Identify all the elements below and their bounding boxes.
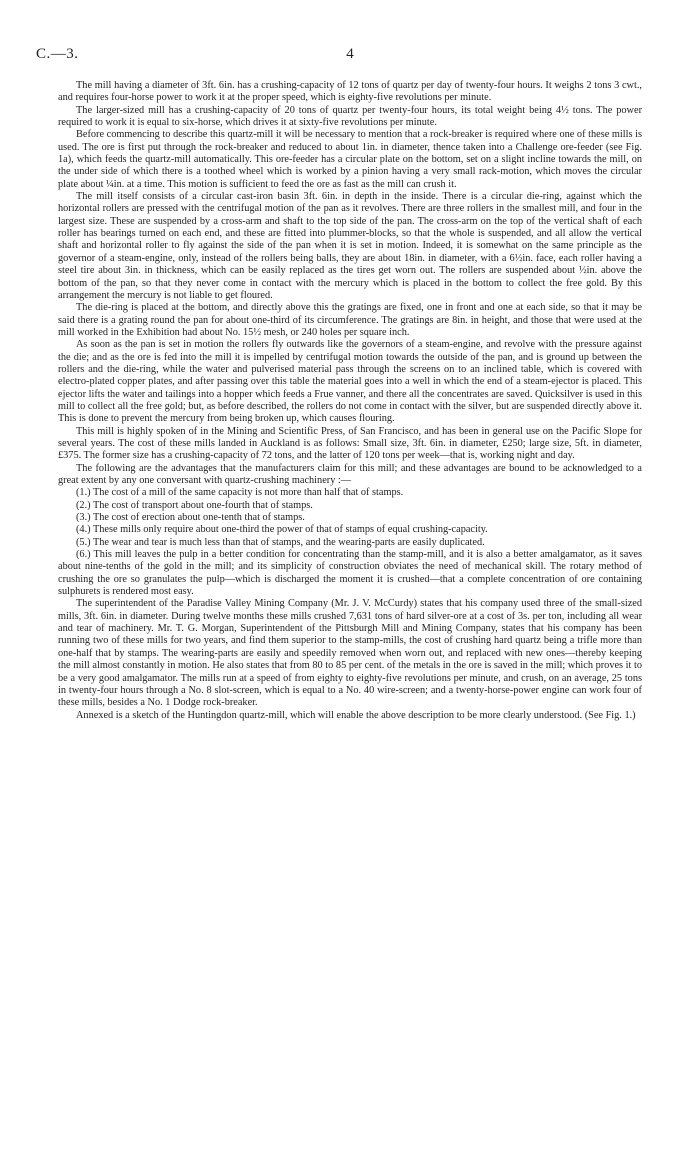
page-header xyxy=(36,46,642,80)
paragraph: The mill itself consists of a circular cast-iron basin 3ft. 6in. in depth in the inside. There is a circular die-ring, against which the horizontal rollers are pressed with the centrifugal motion of the pan as it revolves. There are three rollers in the smallest mill, and four in the largest size. These are suspended by a cross-arm and shaft to the top side of the pan. The cross-arm on the top of the vertical shaft of each roller has bearings turned on each end, and these are fitted into plummer-blocks, so that the whole is suspended, and all allow the vertical shaft and horizontal roller to fly against the side of the pan when it is set in motion. Indeed, it is somewhat on the same principle as the governor of a steam-engine, only, instead of the rollers being balls, they are about 18in. in diameter, with a 6½in. face, each roller having a steel tire about 3in. in thickness, which can be easily replaced as the tires get worn out. The rollers are suspended about ½in. above the bottom of the pan, so that they never come in contact with the mercury which is placed in the bottom to collect the free gold. By this arrangement the mercury is not liable to get floured. xyxy=(58,191,642,301)
list-item: (2.) The cost of transport about one-fourth that of stamps. xyxy=(76,499,313,511)
list-item: (1.) The cost of a mill of the same capacity is not more than half that of stamps. xyxy=(76,487,404,499)
list-item: (4.) These mills only require about one-third the power of that of stamps of equal crushing-capacity. xyxy=(76,524,488,536)
paragraph: Annexed is a sketch of the Huntingdon quartz-mill, which will enable the above description to be more clearly understood. (See Fig. 1.) xyxy=(76,709,636,721)
list-item: (6.) This mill leaves the pulp in a better condition for concentrating than the stamp-mill, and it is also a better amalgamator, as it saves about nine-tenths of the gold in the mill; and its simplicity of construction obviates the need of mechanical skill. The rotary method of crushing the ore so granulates the pulp—which is discharged the moment it is crushed—that a complete concentration of ore containing sulphurets is rendered most easy. xyxy=(58,549,642,598)
paragraph: The following are the advantages that the manufacturers claim for this mill; and these advantages are bound to be acknowledged to a great extent by any one conversant with quartz-crushing machinery :— xyxy=(58,462,642,486)
paragraph: The mill having a diameter of 3ft. 6in. has a crushing-capacity of 12 tons of quartz per day of twenty-four hours. It weighs 2 tons 3 cwt., and requires four-horse power to work it at the proper speed, which is eighty-five revolutions per minute. xyxy=(58,80,642,104)
paragraph: This mill is highly spoken of in the Mining and Scientific Press, of San Francisco, and has been in general use on the Pacific Slope for several years. The cost of these mills landed in Auckland is as follows: Small size, 3ft. 6in. in diameter, £250; large size, 5ft. in diameter, £375. The former size has a crushing-capacity of 72 tons, and the latter of 120 tons per week—that is, working night and day. xyxy=(58,425,642,462)
paragraph: The larger-sized mill has a crushing-capacity of 20 tons of quartz per twenty-four hours, its total weight being 4½ tons. The power required to work it is equal to six-horse, which drives it at sixty-five revolutions per minute. xyxy=(58,104,642,129)
document-reference: C.—3. xyxy=(36,46,79,62)
paragraph: The die-ring is placed at the bottom, and directly above this the gratings are fixed, one in front and one at each side, so that it may be said there is a grating round the pan for about one-third of its circumference. The gratings are 8in. in height, and those that were used at the mill worked in the Exhibition had about No. 15½ mesh, or 240 holes per square inch. xyxy=(58,302,642,338)
paragraph: The superintendent of the Paradise Valley Mining Company (Mr. J. V. McCurdy) states that his company used three of the small-sized mills, 3ft. 6in. in diameter. During twelve months these mills crushed 7,631 tons of hard silver-ore at a cost of 3s. per ton, including all wear and tear of machinery. Mr. T. G. Morgan, Superintendent of the Pittsburgh Mill and Mining Company, states that his company has been running two of these mills for two years, and find them superior to the stamp-mills, the cost of crushing hard quartz being a trifle more than one-half that by stamps. The wearing-parts are easily and speedily removed when worn out, and replaced with new ones—thereby keeping the mill almost constantly in motion. He also states that from 80 to 85 per cent. of the metals in the ore is saved in the mill; which proves it to be a very good amalgamator. The mills run at a speed of from eighty to eighty-five revolutions per minute, and crush, on an average, 25 tons in twenty-four hours through a No. 8 slot-screen, which is equal to a No. 40 wire-screen; and a twenty-horse-power engine can work four of these mills, besides a No. 1 Dodge rock-breaker. xyxy=(58,598,642,709)
document-body xyxy=(58,80,642,722)
page-number: 4 xyxy=(346,46,354,62)
paragraph: As soon as the pan is set in motion the rollers fly outwards like the governors of a steam-engine, and revolve with the pressure against the die; and as the ore is fed into the mill it is impelled by centrifugal motion towards the outside of the pan, and is ground up between the rollers and the die-ring, while the water and pulverised material pass through the screens on to an inclined table, which is covered with electro-plated copper plates, and after passing over this table the material goes into a well in which the end of a steam-ejector is placed. This ejector lifts the water and tailings into a hopper which feeds a Frue vanner, and there all the concentrates are saved. Quicksilver is used in this mill to collect all the free gold; but, as before described, the rollers do not come in contact with the silver, but are suspended directly above it. This is done to prevent the mercury from being broken up, which causes flouring. xyxy=(58,339,642,425)
paragraph: Before commencing to describe this quartz-mill it will be necessary to mention that a rock-breaker is required where one of these mills is used. The ore is first put through the rock-breaker and reduced to about 1in. in diameter, thence taken into a Challenge ore-feeder (see Fig. 1a), which feeds the quartz-mill automatically. This ore-feeder has a circular plate on the bottom, set on a slight incline towards the mill, on the under side of which there is a toothed wheel which is worked by a pinion having a very small rack-motion, which moves the circular plate about ¼in. at a time. This motion is sufficient to feed the ore as fast as the mill can crush it. xyxy=(58,129,642,190)
list-item: (5.) The wear and tear is much less than that of stamps, and the wearing-parts are easily duplicated. xyxy=(76,536,485,548)
list-item: (3.) The cost of erection about one-tenth that of stamps. xyxy=(76,512,305,524)
